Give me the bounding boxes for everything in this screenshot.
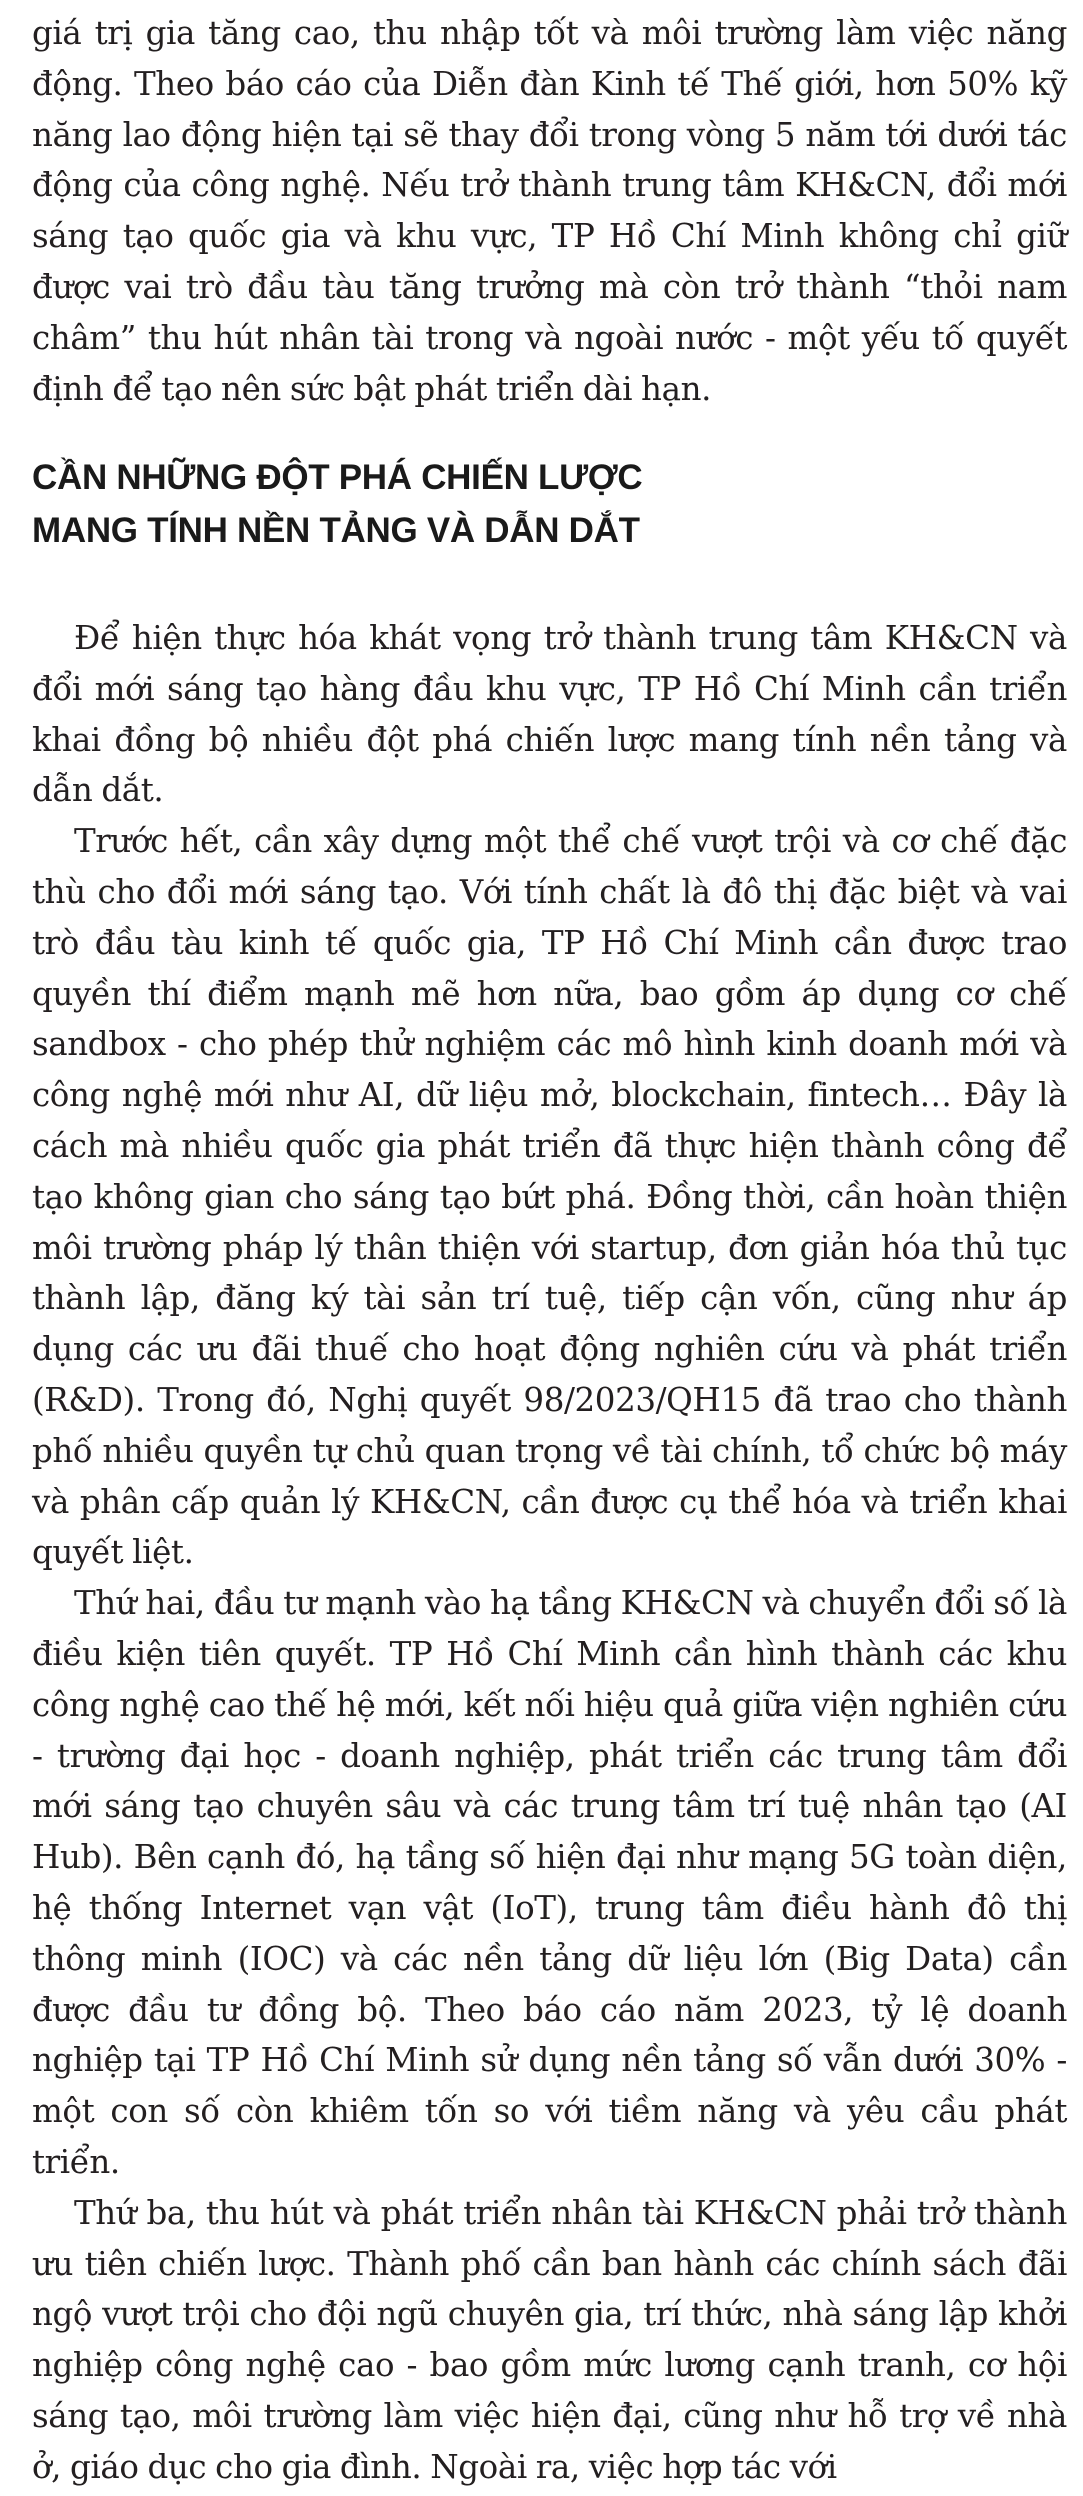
section-heading bbox=[32, 451, 1067, 557]
body-paragraph-2: Trước hết, cần xây dựng một thể chế vượt trội và cơ chế đặc thù cho đổi mới sáng tạo. Với tính chất là đô thị đặc biệt và vai trò đầu tàu kinh tế quốc gia, TP Hồ Chí Minh cần được trao quyền thí điểm mạnh mẽ hơn nữa, bao gồm áp dụng cơ chế sandbox - cho phép thử nghiệm các mô hình kinh doanh mới và công nghệ mới như AI, dữ liệu mở, blockchain, fintech… Đây là cách mà nhiều quốc gia phát triển đã thực hiện thành công để tạo không gian cho sáng tạo bứt phá. Đồng thời, cần hoàn thiện môi trường pháp lý thân thiện với startup, đơn giản hóa thủ tục thành lập, đăng ký tài sản trí tuệ, tiếp cận vốn, cũng như áp dụng các ưu đãi thuế cho hoạt động nghiên cứu và phát triển (R&D). Trong đó, Nghị quyết 98/2023/QH15 đã trao cho thành phố nhiều quyền tự chủ quan trọng về tài chính, tổ chức bộ máy và phân cấp quản lý KH&CN, cần được cụ thể hóa và triển khai quyết liệt. bbox=[32, 822, 1067, 1572]
body-paragraph-3: Thứ hai, đầu tư mạnh vào hạ tầng KH&CN và chuyển đổi số là điều kiện tiên quyết. TP Hồ Chí Minh cần hình thành các khu công nghệ cao thế hệ mới, kết nối hiệu quả giữa viện nghiên cứu - trường đại học - doanh nghiệp, phát triển các trung tâm đổi mới sáng tạo chuyên sâu và các trung tâm trí tuệ nhân tạo (AI Hub). Bên cạnh đó, hạ tầng số hiện đại như mạng 5G toàn diện, hệ thống Internet vạn vật (IoT), trung tâm điều hành đô thị thông minh (IOC) và các nền tảng dữ liệu lớn (Big Data) cần được đầu tư đồng bộ. Theo báo cáo năm 2023, tỷ lệ doanh nghiệp tại TP Hồ Chí Minh sử dụng nền tảng số vẫn dưới 30% - một con số còn khiêm tốn so với tiềm năng và yêu cầu phát triển. bbox=[32, 1584, 1067, 2181]
article-page bbox=[32, 8, 1067, 2492]
intro-paragraph: giá trị gia tăng cao, thu nhập tốt và môi trường làm việc năng động. Theo báo cáo của Diễn đàn Kinh tế Thế giới, hơn 50% kỹ năng lao động hiện tại sẽ thay đổi trong vòng 5 năm tới dưới tác động của công nghệ. Nếu trở thành trung tâm KH&CN, đổi mới sáng tạo quốc gia và khu vực, TP Hồ Chí Minh không chỉ giữ được vai trò đầu tàu tăng trưởng mà còn trở thành “thỏi nam châm” thu hút nhân tài trong và ngoài nước - một yếu tố quyết định để tạo nên sức bật phát triển dài hạn. bbox=[32, 14, 1067, 408]
body-paragraph-1: Để hiện thực hóa khát vọng trở thành trung tâm KH&CN và đổi mới sáng tạo hàng đầu khu vực, TP Hồ Chí Minh cần triển khai đồng bộ nhiều đột phá chiến lược mang tính nền tảng và dẫn dắt. bbox=[32, 619, 1067, 810]
section-heading-line-1: CẦN NHỮNG ĐỘT PHÁ CHIẾN LƯỢC bbox=[32, 458, 643, 497]
body-paragraph-4: Thứ ba, thu hút và phát triển nhân tài KH&CN phải trở thành ưu tiên chiến lược. Thành phố cần ban hành các chính sách đãi ngộ vượt trội cho đội ngũ chuyên gia, trí thức, nhà sáng lập khởi nghiệp công nghệ cao - bao gồm mức lương cạnh tranh, cơ hội sáng tạo, môi trường làm việc hiện đại, cũng như hỗ trợ về nhà ở, giáo dục cho gia đình. Ngoài ra, việc hợp tác với bbox=[32, 2193, 1067, 2486]
section-heading-line-2: MANG TÍNH NỀN TẢNG VÀ DẪN DẮT bbox=[32, 511, 640, 550]
